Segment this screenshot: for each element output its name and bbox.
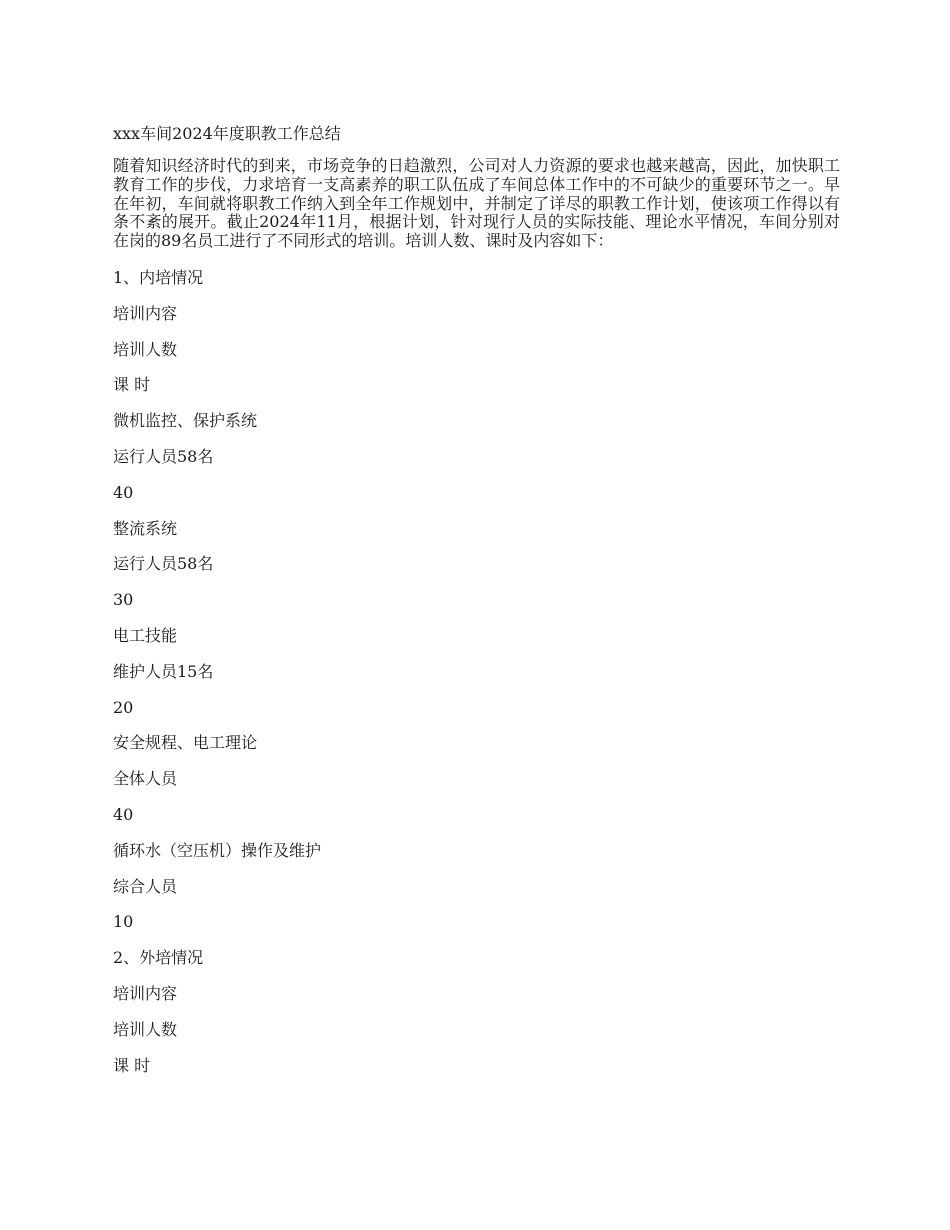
column-header-content: 培训内容 (113, 983, 178, 1003)
column-header-hours: 课 时 (113, 1055, 151, 1075)
row-content: 微机监控、保护系统 (113, 411, 258, 431)
row-count: 运行人员58名 (113, 554, 214, 574)
row-hours: 40 (113, 482, 134, 502)
row-count: 全体人员 (113, 769, 178, 789)
row-hours: 30 (113, 590, 134, 610)
row-hours: 40 (113, 804, 134, 824)
document-title: xxx车间2024年度职教工作总结 (113, 124, 341, 143)
column-header-content: 培训内容 (113, 303, 178, 323)
section-heading-internal: 1、内培情况 (113, 267, 204, 287)
section-heading-external: 2、外培情况 (113, 948, 204, 968)
column-header-hours: 课 时 (113, 375, 151, 395)
row-hours: 10 (113, 912, 134, 932)
row-content: 安全规程、电工理论 (113, 733, 258, 753)
column-header-count: 培训人数 (113, 1019, 178, 1039)
column-header-count: 培训人数 (113, 339, 178, 359)
row-count: 维护人员15名 (113, 661, 214, 681)
row-count: 运行人员58名 (113, 446, 214, 466)
intro-paragraph: 随着知识经济时代的到来，市场竞争的日趋激烈，公司对人力资源的要求也越来越高，因此，加快职工教育工作的步伐，力求培育一支高素养的职工队伍成了车间总体工作中的不可缺少的重要环节之一。早在年初，车间就将职教工作纳入到全年工作规划中，并制定了详尽的职教工作计划，使该项工作得以有条不紊的展开。截止2024年11月，根据计划，针对现行人员的实际技能、理论水平情况，车间分别对在岗的89名员工进行了不同形式的培训。培训人数、课时及内容如下： (113, 156, 840, 251)
row-content: 循环水（空压机）操作及维护 (113, 840, 322, 860)
row-content: 整流系统 (113, 518, 178, 538)
row-hours: 20 (113, 697, 134, 717)
row-content: 电工技能 (113, 625, 178, 645)
document-page (113, 122, 840, 1091)
row-count: 综合人员 (113, 876, 178, 896)
